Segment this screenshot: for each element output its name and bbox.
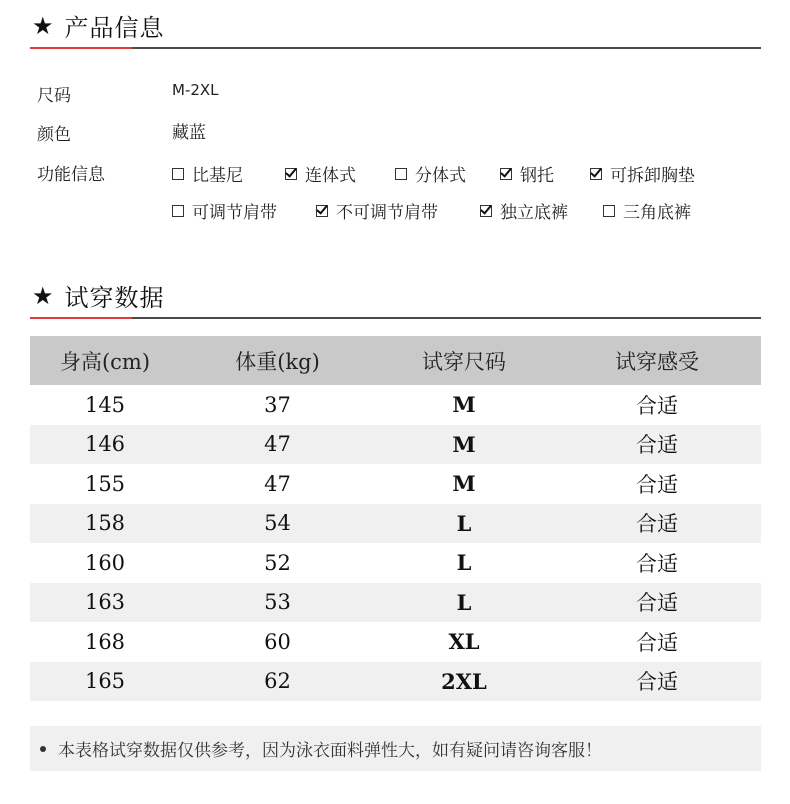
height-cell: 163 xyxy=(30,583,180,623)
color-label: 颜色 xyxy=(37,125,71,145)
header-weight: 体重(kg) xyxy=(180,336,375,385)
table-header-row xyxy=(30,336,761,385)
height-cell: 158 xyxy=(30,504,180,544)
table-row xyxy=(30,662,761,702)
feeling-cell: 合适 xyxy=(553,662,761,702)
height-cell: 155 xyxy=(84,471,126,496)
bullet-icon xyxy=(40,746,46,752)
product-info-divider xyxy=(30,47,761,49)
feature-label: 可拆卸胸垫 xyxy=(610,166,695,186)
height-cell: 146 xyxy=(30,425,180,465)
feature-label: 连体式 xyxy=(305,166,356,186)
features-label: 功能信息 xyxy=(37,165,105,185)
feature-label: 可调节肩带 xyxy=(192,203,277,223)
size-cell: L xyxy=(456,550,472,576)
feeling-cell: 合适 xyxy=(553,425,761,465)
size-value: M-2XL xyxy=(172,81,219,99)
weight-cell: 47 xyxy=(264,471,291,496)
feature-option xyxy=(172,198,277,223)
trial-data-title-text: 试穿数据 xyxy=(64,284,165,312)
weight-cell: 60 xyxy=(264,629,291,654)
checked-checkbox-icon xyxy=(500,168,512,180)
feature-option xyxy=(603,198,691,223)
height-cell: 160 xyxy=(84,550,126,575)
feeling-cell: 合适 xyxy=(636,551,678,576)
size-cell: L xyxy=(375,583,553,623)
unchecked-checkbox-icon xyxy=(172,168,184,180)
header-height: 身高(cm) xyxy=(30,336,180,385)
trial-data-divider xyxy=(30,317,761,319)
product-info-accent-line xyxy=(30,47,132,49)
unchecked-checkbox-icon xyxy=(172,205,184,217)
size-cell: M xyxy=(452,392,476,418)
trial-data-accent-line xyxy=(30,317,132,319)
table-row xyxy=(30,622,761,662)
feeling-cell: 合适 xyxy=(553,583,761,623)
checked-checkbox-icon xyxy=(590,168,602,180)
feature-label: 三角底裤 xyxy=(623,203,691,223)
unchecked-checkbox-icon xyxy=(395,168,407,180)
checked-checkbox-icon xyxy=(480,205,492,217)
height-cell: 165 xyxy=(30,662,180,702)
table-row xyxy=(30,464,761,504)
feature-option xyxy=(285,161,356,186)
table-row xyxy=(30,504,761,544)
table-row xyxy=(30,543,761,583)
height-cell: 168 xyxy=(84,629,126,654)
color-value: 藏蓝 xyxy=(172,123,206,143)
feature-option xyxy=(590,161,695,186)
size-label: 尺码 xyxy=(37,86,71,106)
feature-option xyxy=(316,198,438,223)
feature-option xyxy=(395,161,466,186)
size-cell: L xyxy=(375,504,553,544)
checked-checkbox-icon xyxy=(316,205,328,217)
feeling-cell: 合适 xyxy=(636,630,678,655)
product-info-title xyxy=(32,8,165,43)
size-cell: 2XL xyxy=(375,662,553,702)
product-info-title-text: 产品信息 xyxy=(64,14,165,42)
unchecked-checkbox-icon xyxy=(603,205,615,217)
disclaimer-note xyxy=(30,726,761,771)
checked-checkbox-icon xyxy=(285,168,297,180)
header-feeling: 试穿感受 xyxy=(553,336,761,385)
size-cell: M xyxy=(452,471,476,497)
feature-label: 分体式 xyxy=(415,166,466,186)
table-row xyxy=(30,583,761,623)
star-icon: ★ xyxy=(32,11,55,40)
feeling-cell: 合适 xyxy=(636,472,678,497)
table-row xyxy=(30,425,761,465)
header-size: 试穿尺码 xyxy=(375,336,553,385)
size-cell: XL xyxy=(448,629,480,655)
weight-cell: 37 xyxy=(264,392,291,417)
weight-cell: 62 xyxy=(180,662,375,702)
weight-cell: 47 xyxy=(180,425,375,465)
feature-label: 独立底裤 xyxy=(500,203,568,223)
trial-data-title xyxy=(32,278,165,313)
feeling-cell: 合适 xyxy=(636,393,678,418)
weight-cell: 52 xyxy=(264,550,291,575)
weight-cell: 54 xyxy=(180,504,375,544)
feature-label: 比基尼 xyxy=(192,166,243,186)
disclaimer-text: 本表格试穿数据仅供参考，因为泳衣面料弹性大，如有疑问请咨询客服！ xyxy=(58,741,602,761)
table-row xyxy=(30,385,761,425)
feeling-cell: 合适 xyxy=(553,504,761,544)
feature-option xyxy=(500,161,554,186)
star-icon: ★ xyxy=(32,281,55,310)
weight-cell: 53 xyxy=(180,583,375,623)
feature-label: 钢托 xyxy=(520,166,554,186)
feature-label: 不可调节肩带 xyxy=(336,203,438,223)
size-cell: M xyxy=(375,425,553,465)
trial-table xyxy=(30,336,761,701)
feature-option xyxy=(172,161,243,186)
height-cell: 145 xyxy=(84,392,126,417)
feature-option xyxy=(480,198,568,223)
